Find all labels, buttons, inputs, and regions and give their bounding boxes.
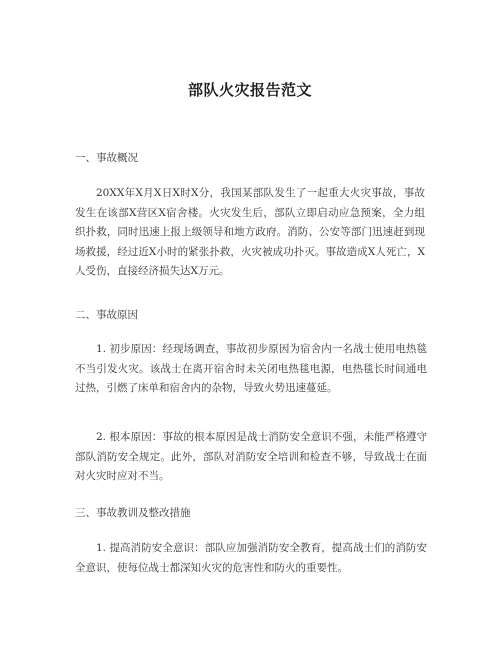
section-heading-lessons: 三、事故教训及整改措施 [75,507,191,519]
paragraph-overview: 20XX年X月X日X时X分，我国某部队发生了一起重大火灾事故，事故发生在该部X营区X宿舍楼。火灾发生后，部队立即启动应急预案，全力组织扑救，同时迅速上报上级领导和地方政府。消防、公安等部门迅速赶到现场救援，经过近X小时的紧张扑救，火灾被成功扑灭。事故造成X人死亡，X人受伤，直接经济损失达X万元。 [75,187,425,277]
paragraph-initial-cause: 1. 初步原因：经现场调查，事故初步原因为宿舍内一名战士使用电热毯不当引发火灾。该战士在离开宿舍时未关闭电热毯电源，电热毯长时间通电过热，引燃了床单和宿舍内的杂物，导致火势迅速蔓延。 [75,343,427,394]
document-title: 部队火灾报告范文 [187,81,312,99]
paragraph-root-cause: 2. 根本原因：事故的根本原因是战士消防安全意识不强，未能严格遵守部队消防安全规定。此外，部队对消防安全培训和检查不够，导致战士在面对火灾时应对不当。 [75,431,427,482]
section-heading-causes: 二、事故原因 [75,309,138,321]
section-heading-overview: 一、事故概况 [75,152,138,164]
paragraph-safety-awareness: 1. 提高消防安全意识：部队应加强消防安全教育，提高战士们的消防安全意识，使每位战士都深知火灾的危害性和防火的重要性。 [75,542,427,574]
